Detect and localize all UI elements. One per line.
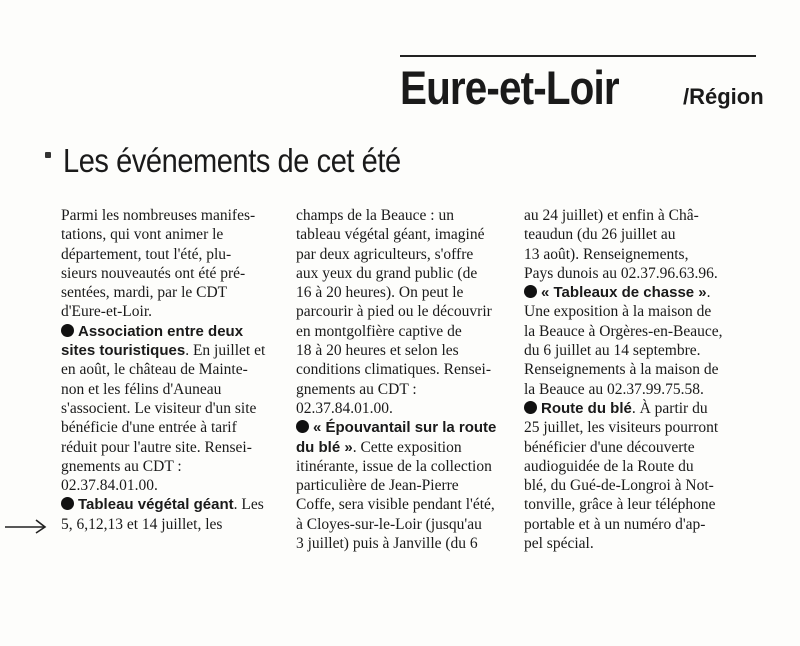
text-fragment: . À partir du — [631, 399, 708, 417]
subheading: Association entre deux — [78, 322, 244, 340]
text-fragment: . Les — [233, 496, 264, 514]
text-line: Renseignements à la maison de — [524, 361, 719, 379]
text-line — [296, 418, 506, 437]
bullet-dot-icon — [524, 285, 537, 298]
subheading: sites touristiques — [61, 342, 186, 360]
text-line: pel spécial. — [524, 535, 594, 553]
text-line: département, tout l'été, plu- — [61, 245, 232, 263]
text-line: tonville, grâce à leur téléphone — [524, 496, 716, 514]
text-line — [61, 322, 281, 341]
text-line: réduit pour l'autre site. Rensei- — [61, 438, 252, 456]
text-line — [61, 495, 281, 514]
text-line: 5, 6,12,13 et 14 juillet, les — [61, 515, 223, 533]
text-line: au 24 juillet) et enfin à Châ- — [524, 207, 699, 224]
text-line: Parmi les nombreuses manifes- — [61, 207, 256, 224]
text-line: 02.37.84.01.00. — [61, 477, 158, 495]
text-line: sentées, mardi, par le CDT — [61, 284, 228, 302]
text-line: teaudun (du 26 juillet au — [524, 226, 676, 244]
text-line: en août, le château de Mainte- — [61, 361, 248, 379]
text-line: sieurs nouveautés ont été pré- — [61, 264, 246, 282]
text-line — [524, 399, 742, 418]
text-line: du 6 juillet au 14 septembre. — [524, 342, 701, 360]
subheading: du blé » — [296, 438, 353, 456]
subheading: Route du blé — [541, 399, 632, 417]
text-line — [296, 438, 506, 457]
text-line: Coffe, sera visible pendant l'été, — [296, 496, 495, 514]
text-line: portable et à un numéro d'ap- — [524, 515, 706, 533]
header-rule — [400, 55, 756, 57]
bullet-dot-icon — [61, 497, 74, 510]
text-line: tations, qui vont animer le — [61, 226, 224, 244]
headline-text: Les événements de cet été — [63, 142, 401, 179]
text-line: 16 à 20 heures). On peut le — [296, 284, 464, 302]
text-line: non et les félins d'Auneau — [61, 380, 222, 398]
bullet-dot-icon — [296, 420, 309, 433]
text-line: particulière de Jean-Pierre — [296, 477, 459, 495]
article-column-1 — [61, 206, 281, 534]
subheading: Tableau végétal géant — [78, 496, 234, 514]
text-fragment: . — [706, 284, 711, 302]
hand-drawn-arrow-icon — [4, 516, 49, 536]
text-line — [61, 341, 281, 360]
text-line — [524, 283, 742, 302]
subheading: « Tableaux de chasse » — [541, 284, 707, 302]
text-line: audioguidée de la Route du — [524, 457, 694, 475]
article-column-3 — [524, 206, 742, 553]
text-fragment: . Cette exposition — [352, 438, 462, 456]
text-line: champs de la Beauce : un — [296, 207, 454, 224]
article-column-2 — [296, 206, 506, 553]
headline-dot-icon — [45, 152, 51, 158]
text-line: itinérante, issue de la collection — [296, 457, 492, 475]
text-line: 13 août). Renseignements, — [524, 245, 689, 263]
text-line: gnements au CDT : — [296, 380, 417, 398]
text-line: bénéficier d'une découverte — [524, 438, 695, 456]
text-line: 25 juillet, les visiteurs pourront — [524, 419, 719, 437]
text-line: aux yeux du grand public (de — [296, 264, 478, 282]
text-line: 3 juillet) puis à Janville (du 6 — [296, 535, 478, 553]
text-line: 18 à 20 heures et selon les — [296, 342, 459, 360]
text-line: la Beauce au 02.37.99.75.58. — [524, 380, 704, 398]
text-line: conditions climatiques. Rensei- — [296, 361, 492, 379]
bullet-dot-icon — [524, 401, 537, 414]
text-line: par deux agriculteurs, s'offre — [296, 245, 474, 263]
text-line: Pays dunois au 02.37.96.63.96. — [524, 264, 718, 282]
text-line: tableau végétal géant, imaginé — [296, 226, 485, 244]
text-line: 02.37.84.01.00. — [296, 399, 393, 417]
text-line: Une exposition à la maison de — [524, 303, 712, 321]
bullet-dot-icon — [61, 324, 74, 337]
text-line: à Cloyes-sur-le-Loir (jusqu'au — [296, 515, 482, 533]
section-header — [400, 60, 764, 120]
section-title: Eure-et-Loir — [400, 61, 619, 114]
text-fragment: . En juillet et — [185, 342, 266, 360]
text-line: gnements au CDT : — [61, 457, 182, 475]
text-line: en montgolfière captive de — [296, 322, 462, 340]
text-line: d'Eure-et-Loir. — [61, 303, 153, 321]
subheading: « Épouvantail sur la route — [313, 419, 497, 437]
text-line: parcourir à pied ou le découvrir — [296, 303, 492, 321]
section-subtitle: /Région — [683, 84, 764, 109]
text-line: blé, du Gué-de-Longroi à Not- — [524, 477, 714, 495]
text-line: la Beauce à Orgères-en-Beauce, — [524, 322, 723, 340]
text-line: s'associent. Le visiteur d'un site — [61, 399, 257, 417]
text-line: bénéficie d'une entrée à tarif — [61, 419, 237, 437]
